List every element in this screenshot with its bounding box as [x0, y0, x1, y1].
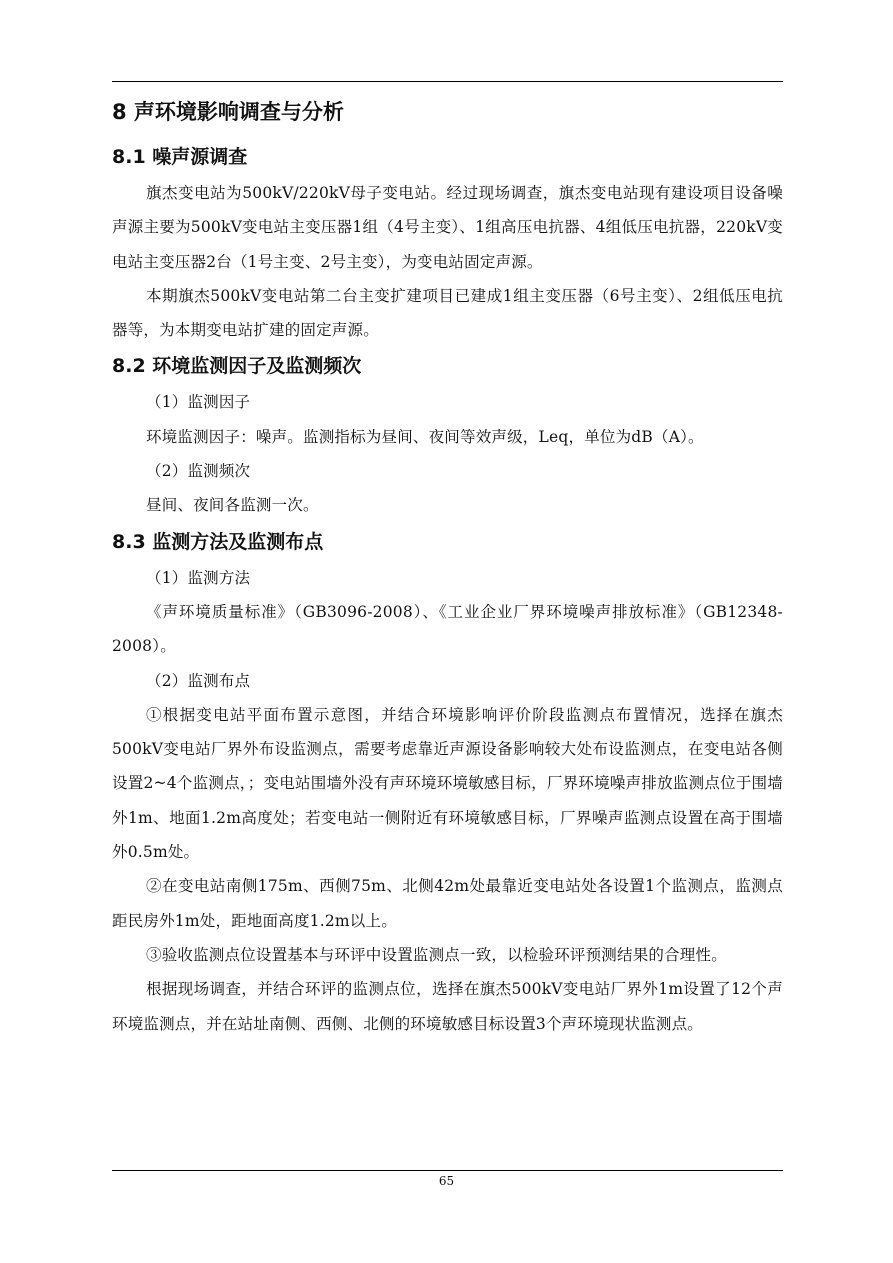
list-item-title: （2）监测布点: [146, 671, 251, 690]
paragraph: 旗杰变电站为500kV/220kV母子变电站。经过现场调查，旗杰变电站现有建设项目设备噪声源主要为500kV变电站主变压器1组（4号主变）、1组高压电抗器、4组低压电抗器，220kV变电站主变压器2台（1号主变、2号主变），为变电站固定声源。: [112, 184, 783, 271]
list-item-title: （1）监测方法: [146, 568, 251, 587]
paragraph: 根据现场调查，并结合环评的监测点位，选择在旗杰500kV变电站厂界外1m设置了12个声环境监测点，并在站址南侧、西侧、北侧的环境敏感目标设置3个声环境现状监测点。: [112, 980, 783, 1033]
page-body: [112, 92, 783, 1041]
section-heading-8-3: 8.3 监测方法及监测布点: [112, 530, 324, 553]
page-number: 65: [438, 1174, 455, 1188]
section-heading-8-1: 8.1 噪声源调查: [112, 146, 248, 168]
paragraph: 本期旗杰500kV变电站第二台主变扩建项目已建成1组主变压器（6号主变）、2组低压电抗器等，为本期变电站扩建的固定声源。: [112, 286, 783, 340]
paragraph: 《声环境质量标准》（GB3096-2008）、《工业企业厂界环境噪声排放标准》（GB12348-2008）。: [112, 602, 783, 656]
list-item-title: （1）监测因子: [146, 393, 251, 412]
chapter-title: 8 声环境影响调查与分析: [112, 100, 344, 124]
list-item-title: （2）监测频次: [146, 462, 251, 481]
paragraph: ②在变电站南侧175m、西侧75m、北侧42m处最靠近变电站处各设置1个监测点，监测点距民房外1m处，距地面高度1.2m以上。: [112, 877, 783, 930]
paragraph: 环境监测因子：噪声。监测指标为昼间、夜间等效声级，Leq，单位为dB（A）。: [146, 427, 704, 446]
paragraph: ①根据变电站平面布置示意图，并结合环境影响评价阶段监测点布置情况，选择在旗杰500kV变电站厂界外布设监测点，需要考虑靠近声源设备影响较大处布设监测点，在变电站各侧设置2~4个监测点，；变电站围墙外没有声环境环境敏感目标，厂界环境噪声排放监测点位于围墙外1m、地面1.2m高度处；若变电站一侧附近有环境敏感目标，厂界噪声监测点设置在高于围墙外0.5m处。: [112, 705, 783, 862]
header-rule: [112, 81, 783, 82]
footer-rule: [112, 1170, 783, 1171]
paragraph: 昼间、夜间各监测一次。: [146, 496, 319, 515]
paragraph: ③验收监测点位设置基本与环评中设置监测点一致，以检验环评预测结果的合理性。: [146, 945, 727, 964]
section-heading-8-2: 8.2 环境监测因子及监测频次: [112, 355, 362, 378]
